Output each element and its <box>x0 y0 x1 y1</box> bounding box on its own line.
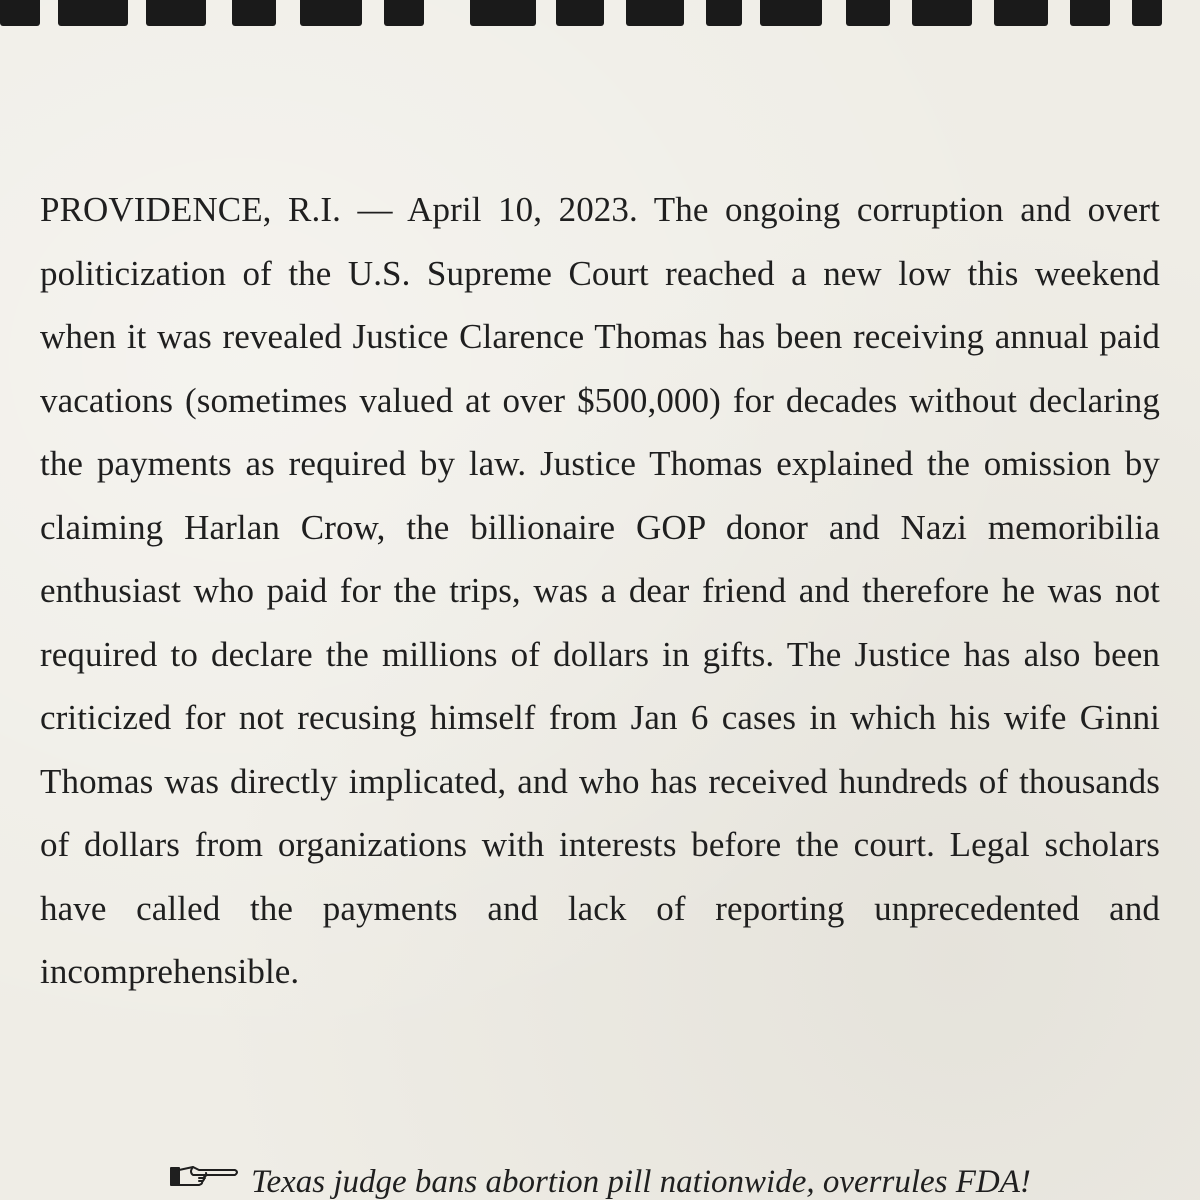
cropped-headline <box>0 0 1200 30</box>
article-dateline: PROVIDENCE, R.I. — April 10, 2023. <box>40 190 638 229</box>
teaser-headline <box>0 1162 1200 1200</box>
article-text: The ongoing corruption and overt politicization of the U.S. Supreme Court reached a new low this weekend when it was revealed Justice Clarence Thomas has been receiving annual paid vacations (sometimes valued at over $500,000) for decades without declaring the payments as required by law. Justice Thomas explained the omission by claiming Harlan Crow, the billionaire GOP donor and Nazi memoribilia enthusiast who paid for the trips, was a dear friend and therefore he was not required to declare the millions of dollars in gifts. The Justice has also been criticized for not recusing himself from Jan 6 cases in which his wife Ginni Thomas was directly implicated, and who has received hundreds of thousands of dollars from organizations with interests before the court. Legal scholars have called the payments and lack of reporting unprecedented and incomprehensible. <box>40 190 1160 991</box>
teaser-text: Texas judge bans abortion pill nationwide, overrules FDA! <box>251 1164 1031 1200</box>
pointing-hand-icon <box>169 1161 241 1200</box>
article-body <box>40 178 1160 1004</box>
